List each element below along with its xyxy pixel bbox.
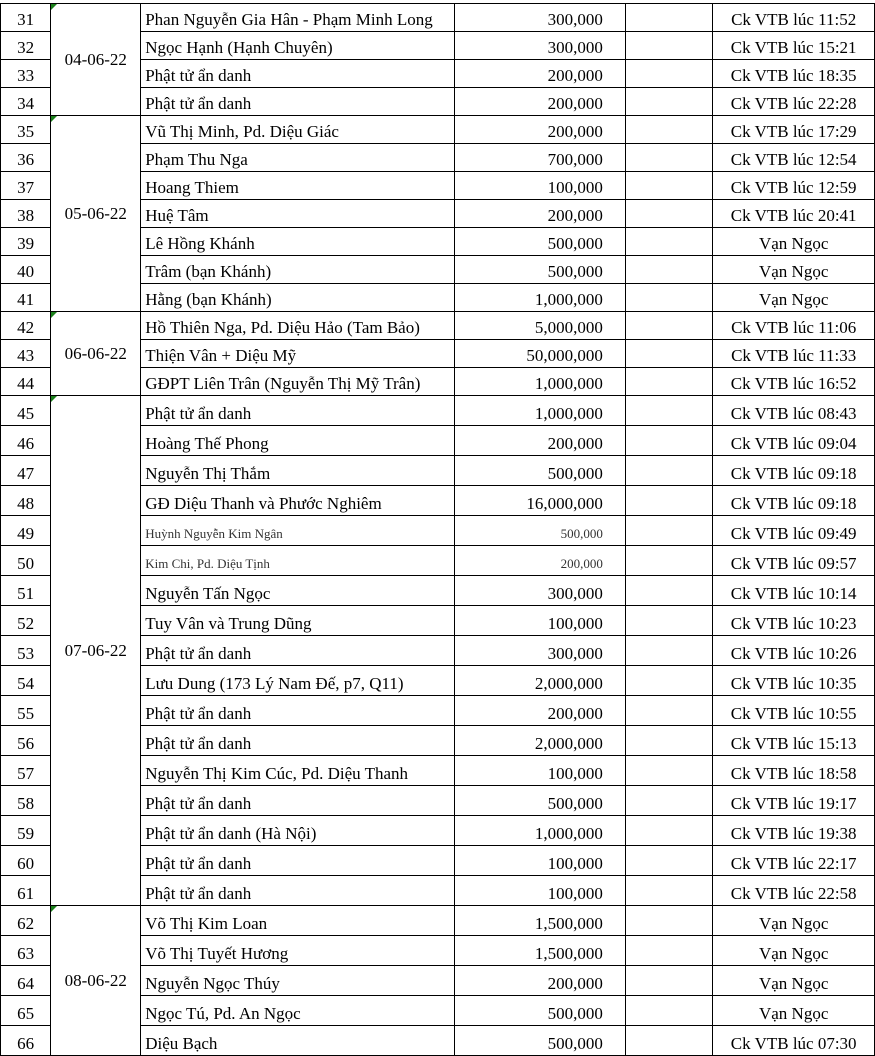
row-number-cell[interactable]: 39 — [1, 228, 51, 256]
row-number-cell[interactable]: 47 — [1, 456, 51, 486]
donor-name-cell[interactable]: Võ Thị Kim Loan — [141, 906, 455, 936]
empty-cell[interactable] — [625, 368, 712, 396]
empty-cell[interactable] — [625, 284, 712, 312]
note-cell[interactable]: Ck VTB lúc 20:41 — [713, 200, 875, 228]
row-number-cell[interactable]: 57 — [1, 756, 51, 786]
note-cell[interactable]: Vạn Ngọc — [713, 966, 875, 996]
donor-name-cell[interactable]: Phật tử ẩn danh — [141, 846, 455, 876]
donor-name-cell[interactable]: Phật tử ẩn danh — [141, 726, 455, 756]
empty-cell[interactable] — [625, 996, 712, 1026]
amount-cell[interactable]: 1,000,000 — [455, 396, 626, 426]
table-row — [1, 4, 875, 32]
donor-name-cell[interactable]: Lưu Dung (173 Lý Nam Đế, p7, Q11) — [141, 666, 455, 696]
amount-cell[interactable]: 200,000 — [455, 966, 626, 996]
row-number-cell[interactable]: 35 — [1, 116, 51, 144]
amount-cell[interactable]: 500,000 — [455, 256, 626, 284]
donor-name-cell[interactable]: Phật tử ẩn danh — [141, 60, 455, 88]
table-row — [1, 396, 875, 426]
donor-name-cell[interactable]: Kim Chi, Pd. Diệu Tịnh — [141, 546, 455, 576]
comment-indicator-icon — [51, 396, 57, 402]
amount-cell[interactable]: 300,000 — [455, 636, 626, 666]
note-cell[interactable]: Ck VTB lúc 17:29 — [713, 116, 875, 144]
amount-cell[interactable]: 500,000 — [455, 228, 626, 256]
note-cell[interactable]: Vạn Ngọc — [713, 284, 875, 312]
empty-cell[interactable] — [625, 966, 712, 996]
note-cell[interactable]: Ck VTB lúc 11:33 — [713, 340, 875, 368]
empty-cell[interactable] — [625, 88, 712, 116]
empty-cell[interactable] — [625, 60, 712, 88]
row-number-cell[interactable]: 38 — [1, 200, 51, 228]
donor-name-cell[interactable]: Diệu Bạch — [141, 1026, 455, 1056]
amount-cell[interactable]: 500,000 — [455, 516, 626, 546]
row-number-cell[interactable]: 44 — [1, 368, 51, 396]
empty-cell[interactable] — [625, 726, 712, 756]
donor-name-cell[interactable]: Thiện Vân + Diệu Mỹ — [141, 340, 455, 368]
row-number-cell[interactable]: 60 — [1, 846, 51, 876]
empty-cell[interactable] — [625, 312, 712, 340]
donor-name-cell[interactable]: Phật tử ẩn danh — [141, 876, 455, 906]
empty-cell[interactable] — [625, 256, 712, 284]
donor-name-cell[interactable]: GĐPT Liên Trân (Nguyễn Thị Mỹ Trân) — [141, 368, 455, 396]
amount-cell[interactable]: 100,000 — [455, 846, 626, 876]
donor-name-cell[interactable]: Võ Thị Tuyết Hương — [141, 936, 455, 966]
empty-cell[interactable] — [625, 816, 712, 846]
note-cell[interactable]: Ck VTB lúc 09:57 — [713, 546, 875, 576]
donor-name-cell[interactable]: Huệ Tâm — [141, 200, 455, 228]
note-cell[interactable]: Ck VTB lúc 12:54 — [713, 144, 875, 172]
date-cell[interactable]: 08-06-22 — [51, 906, 141, 1056]
empty-cell[interactable] — [625, 116, 712, 144]
amount-cell[interactable]: 200,000 — [455, 546, 626, 576]
note-cell[interactable]: Ck VTB lúc 11:06 — [713, 312, 875, 340]
row-number-cell[interactable]: 50 — [1, 546, 51, 576]
row-number-cell[interactable]: 46 — [1, 426, 51, 456]
empty-cell[interactable] — [625, 786, 712, 816]
date-cell[interactable]: 07-06-22 — [51, 396, 141, 906]
donor-name-cell[interactable]: Phật tử ẩn danh — [141, 396, 455, 426]
note-cell[interactable]: Ck VTB lúc 18:35 — [713, 60, 875, 88]
row-number-cell[interactable]: 62 — [1, 906, 51, 936]
empty-cell[interactable] — [625, 576, 712, 606]
row-number-cell[interactable]: 51 — [1, 576, 51, 606]
amount-cell[interactable]: 200,000 — [455, 88, 626, 116]
comment-indicator-icon — [51, 906, 57, 912]
note-cell[interactable]: Ck VTB lúc 10:23 — [713, 606, 875, 636]
note-cell[interactable]: Ck VTB lúc 16:52 — [713, 368, 875, 396]
date-cell[interactable]: 04-06-22 — [51, 4, 141, 116]
row-number-cell[interactable]: 43 — [1, 340, 51, 368]
note-cell[interactable]: Ck VTB lúc 22:17 — [713, 846, 875, 876]
amount-cell[interactable]: 700,000 — [455, 144, 626, 172]
amount-cell[interactable]: 300,000 — [455, 32, 626, 60]
row-number-cell[interactable]: 42 — [1, 312, 51, 340]
amount-cell[interactable]: 300,000 — [455, 576, 626, 606]
empty-cell[interactable] — [625, 340, 712, 368]
note-cell[interactable]: Ck VTB lúc 08:43 — [713, 396, 875, 426]
empty-cell[interactable] — [625, 172, 712, 200]
row-number-cell[interactable]: 33 — [1, 60, 51, 88]
empty-cell[interactable] — [625, 906, 712, 936]
amount-cell[interactable]: 1,000,000 — [455, 284, 626, 312]
note-cell[interactable]: Ck VTB lúc 10:14 — [713, 576, 875, 606]
donor-name-cell[interactable]: Hằng (bạn Khánh) — [141, 284, 455, 312]
amount-cell[interactable]: 500,000 — [455, 1026, 626, 1056]
note-cell[interactable]: Ck VTB lúc 10:55 — [713, 696, 875, 726]
empty-cell[interactable] — [625, 456, 712, 486]
row-number-cell[interactable]: 53 — [1, 636, 51, 666]
row-number-cell[interactable]: 55 — [1, 696, 51, 726]
donor-name-cell[interactable]: Phạm Thu Nga — [141, 144, 455, 172]
amount-cell[interactable]: 1,000,000 — [455, 816, 626, 846]
amount-cell[interactable]: 500,000 — [455, 456, 626, 486]
amount-cell[interactable]: 2,000,000 — [455, 666, 626, 696]
note-cell[interactable]: Ck VTB lúc 12:59 — [713, 172, 875, 200]
note-cell[interactable]: Ck VTB lúc 10:35 — [713, 666, 875, 696]
donor-name-cell[interactable]: Hồ Thiên Nga, Pd. Diệu Hảo (Tam Bảo) — [141, 312, 455, 340]
donation-table — [0, 3, 875, 1056]
donor-name-cell[interactable]: Phật tử ẩn danh (Hà Nội) — [141, 816, 455, 846]
amount-cell[interactable]: 100,000 — [455, 756, 626, 786]
donor-name-cell[interactable]: Hoang Thiem — [141, 172, 455, 200]
amount-cell[interactable]: 2,000,000 — [455, 726, 626, 756]
amount-cell[interactable]: 1,000,000 — [455, 368, 626, 396]
note-cell[interactable]: Ck VTB lúc 15:21 — [713, 32, 875, 60]
empty-cell[interactable] — [625, 396, 712, 426]
empty-cell[interactable] — [625, 228, 712, 256]
donation-table-body — [1, 4, 875, 1056]
amount-cell[interactable]: 200,000 — [455, 696, 626, 726]
note-cell[interactable]: Vạn Ngọc — [713, 936, 875, 966]
comment-indicator-icon — [51, 312, 57, 318]
table-row — [1, 312, 875, 340]
note-cell[interactable]: Ck VTB lúc 18:58 — [713, 756, 875, 786]
donor-name-cell[interactable]: Nguyễn Ngọc Thúy — [141, 966, 455, 996]
row-number-cell[interactable]: 64 — [1, 966, 51, 996]
table-row — [1, 116, 875, 144]
table-row — [1, 906, 875, 936]
empty-cell[interactable] — [625, 516, 712, 546]
row-number-cell[interactable]: 54 — [1, 666, 51, 696]
row-number-cell[interactable]: 36 — [1, 144, 51, 172]
amount-cell[interactable]: 50,000,000 — [455, 340, 626, 368]
note-cell[interactable]: Ck VTB lúc 09:49 — [713, 516, 875, 546]
donor-name-cell[interactable]: Trâm (bạn Khánh) — [141, 256, 455, 284]
note-cell[interactable]: Ck VTB lúc 19:17 — [713, 786, 875, 816]
donor-name-cell[interactable]: Phật tử ẩn danh — [141, 696, 455, 726]
donor-name-cell[interactable]: Nguyễn Thị Kim Cúc, Pd. Diệu Thanh — [141, 756, 455, 786]
empty-cell[interactable] — [625, 4, 712, 32]
row-number-cell[interactable]: 63 — [1, 936, 51, 966]
empty-cell[interactable] — [625, 606, 712, 636]
empty-cell[interactable] — [625, 756, 712, 786]
amount-cell[interactable]: 200,000 — [455, 426, 626, 456]
note-cell[interactable]: Ck VTB lúc 22:58 — [713, 876, 875, 906]
empty-cell[interactable] — [625, 666, 712, 696]
row-number-cell[interactable]: 48 — [1, 486, 51, 516]
empty-cell[interactable] — [625, 32, 712, 60]
amount-cell[interactable]: 500,000 — [455, 996, 626, 1026]
note-cell[interactable]: Vạn Ngọc — [713, 256, 875, 284]
donor-name-cell[interactable]: Nguyễn Tấn Ngọc — [141, 576, 455, 606]
donor-name-cell[interactable]: Hoàng Thế Phong — [141, 426, 455, 456]
row-number-cell[interactable]: 32 — [1, 32, 51, 60]
empty-cell[interactable] — [625, 200, 712, 228]
donor-name-cell[interactable]: Vũ Thị Minh, Pd. Diệu Giác — [141, 116, 455, 144]
note-cell[interactable]: Vạn Ngọc — [713, 228, 875, 256]
note-cell[interactable]: Vạn Ngọc — [713, 996, 875, 1026]
note-cell[interactable]: Ck VTB lúc 09:18 — [713, 456, 875, 486]
amount-cell[interactable]: 300,000 — [455, 4, 626, 32]
date-cell[interactable]: 05-06-22 — [51, 116, 141, 312]
empty-cell[interactable] — [625, 144, 712, 172]
row-number-cell[interactable]: 31 — [1, 4, 51, 32]
amount-cell[interactable]: 100,000 — [455, 876, 626, 906]
empty-cell[interactable] — [625, 486, 712, 516]
note-cell[interactable]: Ck VTB lúc 09:04 — [713, 426, 875, 456]
empty-cell[interactable] — [625, 936, 712, 966]
donor-name-cell[interactable]: Huỳnh Nguyễn Kim Ngân — [141, 516, 455, 546]
donor-name-cell[interactable]: GĐ Diệu Thanh và Phước Nghiêm — [141, 486, 455, 516]
note-cell[interactable]: Ck VTB lúc 10:26 — [713, 636, 875, 666]
donor-name-cell[interactable]: Lê Hồng Khánh — [141, 228, 455, 256]
empty-cell[interactable] — [625, 426, 712, 456]
donor-name-cell[interactable]: Phan Nguyễn Gia Hân - Phạm Minh Long — [141, 4, 455, 32]
amount-cell[interactable]: 200,000 — [455, 200, 626, 228]
row-number-cell[interactable]: 34 — [1, 88, 51, 116]
donor-name-cell[interactable]: Phật tử ẩn danh — [141, 786, 455, 816]
note-cell[interactable]: Ck VTB lúc 15:13 — [713, 726, 875, 756]
date-cell[interactable]: 06-06-22 — [51, 312, 141, 396]
donor-name-cell[interactable]: Phật tử ẩn danh — [141, 88, 455, 116]
row-number-cell[interactable]: 59 — [1, 816, 51, 846]
empty-cell[interactable] — [625, 696, 712, 726]
row-number-cell[interactable]: 49 — [1, 516, 51, 546]
amount-cell[interactable]: 5,000,000 — [455, 312, 626, 340]
amount-cell[interactable]: 200,000 — [455, 60, 626, 88]
amount-cell[interactable]: 16,000,000 — [455, 486, 626, 516]
row-number-cell[interactable]: 61 — [1, 876, 51, 906]
row-number-cell[interactable]: 37 — [1, 172, 51, 200]
row-number-cell[interactable]: 66 — [1, 1026, 51, 1056]
row-number-cell[interactable]: 41 — [1, 284, 51, 312]
row-number-cell[interactable]: 52 — [1, 606, 51, 636]
note-cell[interactable]: Vạn Ngọc — [713, 906, 875, 936]
row-number-cell[interactable]: 58 — [1, 786, 51, 816]
amount-cell[interactable]: 500,000 — [455, 786, 626, 816]
row-number-cell[interactable]: 45 — [1, 396, 51, 426]
amount-cell[interactable]: 100,000 — [455, 606, 626, 636]
empty-cell[interactable] — [625, 546, 712, 576]
empty-cell[interactable] — [625, 1026, 712, 1056]
empty-cell[interactable] — [625, 846, 712, 876]
donor-name-cell[interactable]: Phật tử ẩn danh — [141, 636, 455, 666]
note-cell[interactable]: Ck VTB lúc 11:52 — [713, 4, 875, 32]
note-cell[interactable]: Ck VTB lúc 09:18 — [713, 486, 875, 516]
row-number-cell[interactable]: 56 — [1, 726, 51, 756]
donor-name-cell[interactable]: Nguyễn Thị Thắm — [141, 456, 455, 486]
row-number-cell[interactable]: 65 — [1, 996, 51, 1026]
comment-indicator-icon — [51, 4, 57, 10]
amount-cell[interactable]: 1,500,000 — [455, 936, 626, 966]
amount-cell[interactable]: 200,000 — [455, 116, 626, 144]
donor-name-cell[interactable]: Ngọc Hạnh (Hạnh Chuyên) — [141, 32, 455, 60]
amount-cell[interactable]: 1,500,000 — [455, 906, 626, 936]
empty-cell[interactable] — [625, 876, 712, 906]
note-cell[interactable]: Ck VTB lúc 19:38 — [713, 816, 875, 846]
note-cell[interactable]: Ck VTB lúc 22:28 — [713, 88, 875, 116]
donor-name-cell[interactable]: Ngọc Tú, Pd. An Ngọc — [141, 996, 455, 1026]
comment-indicator-icon — [51, 116, 57, 122]
note-cell[interactable]: Ck VTB lúc 07:30 — [713, 1026, 875, 1056]
amount-cell[interactable]: 100,000 — [455, 172, 626, 200]
row-number-cell[interactable]: 40 — [1, 256, 51, 284]
empty-cell[interactable] — [625, 636, 712, 666]
donor-name-cell[interactable]: Tuy Vân và Trung Dũng — [141, 606, 455, 636]
